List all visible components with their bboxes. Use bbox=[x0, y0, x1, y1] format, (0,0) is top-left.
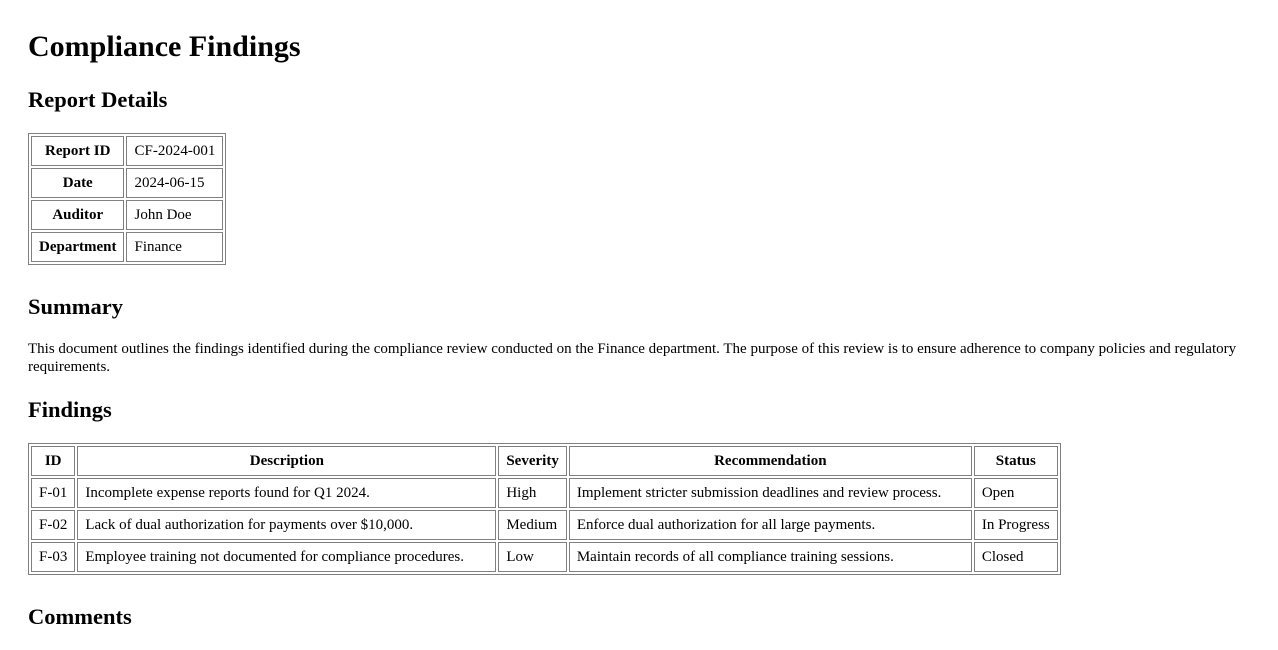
findings-heading: Findings bbox=[28, 397, 112, 422]
finding-severity: High bbox=[498, 478, 566, 508]
table-row bbox=[31, 232, 223, 262]
finding-status: Open bbox=[974, 478, 1058, 508]
finding-severity: Low bbox=[498, 542, 566, 572]
finding-status: Closed bbox=[974, 542, 1058, 572]
table-row bbox=[31, 200, 223, 230]
summary-heading: Summary bbox=[28, 294, 123, 319]
finding-recommendation: Maintain records of all compliance training sessions. bbox=[569, 542, 972, 572]
finding-severity: Medium bbox=[498, 510, 566, 540]
finding-recommendation: Enforce dual authorization for all large payments. bbox=[569, 510, 972, 540]
col-description-header: Description bbox=[77, 446, 496, 476]
department-value: Finance bbox=[126, 232, 223, 262]
findings-table bbox=[28, 443, 1061, 575]
date-value: 2024-06-15 bbox=[126, 168, 223, 198]
finding-description: Employee training not documented for compliance procedures. bbox=[77, 542, 496, 572]
department-label: Department bbox=[31, 232, 124, 262]
auditor-label: Auditor bbox=[31, 200, 124, 230]
col-status-header: Status bbox=[974, 446, 1058, 476]
finding-description: Incomplete expense reports found for Q1 2024. bbox=[77, 478, 496, 508]
table-row bbox=[31, 510, 1058, 540]
date-label: Date bbox=[31, 168, 124, 198]
finding-recommendation: Implement stricter submission deadlines and review process. bbox=[569, 478, 972, 508]
table-row bbox=[31, 478, 1058, 508]
table-row bbox=[31, 168, 223, 198]
comments-heading: Comments bbox=[28, 604, 132, 629]
report-id-label: Report ID bbox=[31, 136, 124, 166]
table-row bbox=[31, 136, 223, 166]
col-id-header: ID bbox=[31, 446, 75, 476]
finding-id: F-02 bbox=[31, 510, 75, 540]
auditor-value: John Doe bbox=[126, 200, 223, 230]
report-details-table bbox=[28, 133, 226, 265]
table-row bbox=[31, 542, 1058, 572]
finding-id: F-01 bbox=[31, 478, 75, 508]
table-header-row bbox=[31, 446, 1058, 476]
col-severity-header: Severity bbox=[498, 446, 566, 476]
report-id-value: CF-2024-001 bbox=[126, 136, 223, 166]
finding-status: In Progress bbox=[974, 510, 1058, 540]
finding-description: Lack of dual authorization for payments over $10,000. bbox=[77, 510, 496, 540]
finding-id: F-03 bbox=[31, 542, 75, 572]
page-title: Compliance Findings bbox=[28, 30, 301, 63]
summary-text: This document outlines the findings identified during the compliance review conducted on the Finance department. The purpose of this review is to ensure adherence to company policies and regulatory requirements. bbox=[28, 341, 1237, 375]
col-recommendation-header: Recommendation bbox=[569, 446, 972, 476]
report-details-heading: Report Details bbox=[28, 87, 168, 112]
